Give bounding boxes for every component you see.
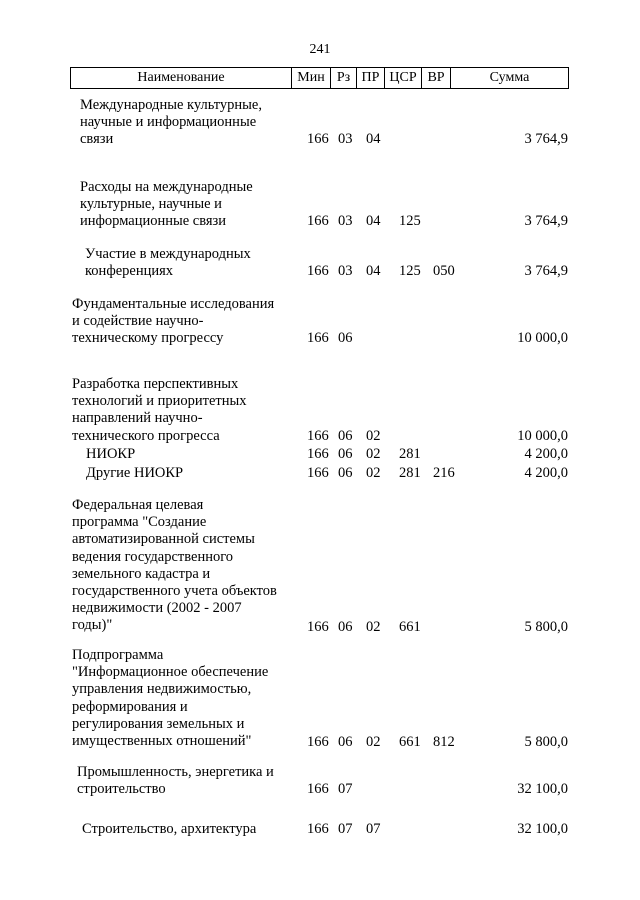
row-pr: 02	[366, 428, 381, 444]
row-rz: 06	[338, 330, 353, 346]
row-pr: 02	[366, 446, 381, 462]
row-sum: 10 000,0	[517, 330, 568, 346]
row-min: 166	[307, 619, 329, 635]
row-min: 166	[307, 821, 329, 837]
row-min: 166	[307, 446, 329, 462]
row-min: 166	[307, 131, 329, 147]
row-vr: 216	[433, 465, 455, 481]
row-sum: 32 100,0	[517, 781, 568, 797]
header-csr: ЦСР	[385, 68, 422, 89]
row-sum: 5 800,0	[524, 619, 568, 635]
row-rz: 03	[338, 263, 353, 279]
row-name: Участие в международных конференциях	[85, 246, 251, 280]
header-min: Мин	[292, 68, 331, 89]
row-pr: 02	[366, 734, 381, 750]
row-name: Расходы на международные культурные, научные и информационные связи	[80, 179, 253, 230]
row-name: Федеральная целевая программа "Создание автоматизированной системы ведения государственного земельного кадастра и государственного учета объектов недвижимости (2002 - 2007 годы)"	[72, 497, 277, 634]
row-rz: 06	[338, 465, 353, 481]
row-pr: 02	[366, 465, 381, 481]
row-name: Подпрограмма "Информационное обеспечение управления недвижимостью, реформирования и регулирования земельных и имущественных отношений"	[72, 647, 269, 750]
row-rz: 03	[338, 131, 353, 147]
row-min: 166	[307, 330, 329, 346]
row-sum: 3 764,9	[524, 213, 568, 229]
page-number: 241	[309, 42, 331, 57]
row-name: Промышленность, энергетика и строительство	[77, 764, 274, 798]
row-rz: 06	[338, 734, 353, 750]
row-name: Фундаментальные исследования и содействие научно- техническому прогрессу	[72, 296, 275, 347]
header-name: Наименование	[71, 68, 292, 89]
header-rz: Рз	[331, 68, 357, 89]
row-csr: 125	[399, 213, 421, 229]
row-csr: 661	[399, 619, 421, 635]
row-sum: 4 200,0	[524, 465, 568, 481]
row-rz: 07	[338, 781, 353, 797]
row-vr: 812	[433, 734, 455, 750]
row-rz: 06	[338, 428, 353, 444]
row-rz: 03	[338, 213, 353, 229]
table-header	[70, 67, 569, 89]
row-sum: 3 764,9	[524, 263, 568, 279]
row-csr: 661	[399, 734, 421, 750]
row-rz: 06	[338, 446, 353, 462]
row-pr: 04	[366, 213, 381, 229]
header-sum: Сумма	[451, 68, 569, 89]
row-min: 166	[307, 213, 329, 229]
row-sum: 3 764,9	[524, 131, 568, 147]
row-name: НИОКР	[86, 446, 136, 462]
row-sum: 4 200,0	[524, 446, 568, 462]
row-vr: 050	[433, 263, 455, 279]
row-rz: 07	[338, 821, 353, 837]
row-csr: 125	[399, 263, 421, 279]
row-name: Строительство, архитектура	[82, 821, 257, 837]
header-pr: ПР	[357, 68, 385, 89]
row-min: 166	[307, 465, 329, 481]
row-rz: 06	[338, 619, 353, 635]
row-min: 166	[307, 734, 329, 750]
row-pr: 07	[366, 821, 381, 837]
row-csr: 281	[399, 446, 421, 462]
row-pr: 04	[366, 263, 381, 279]
row-csr: 281	[399, 465, 421, 481]
header-vr: ВР	[422, 68, 451, 89]
row-sum: 32 100,0	[517, 821, 568, 837]
row-name: Международные культурные, научные и информационные связи	[80, 97, 262, 148]
row-sum: 5 800,0	[524, 734, 568, 750]
row-name: Другие НИОКР	[86, 465, 184, 481]
row-pr: 04	[366, 131, 381, 147]
row-min: 166	[307, 781, 329, 797]
row-sum: 10 000,0	[517, 428, 568, 444]
row-min: 166	[307, 428, 329, 444]
row-name: Разработка перспективных технологий и приоритетных направлений научно- технического прогресса	[72, 376, 247, 444]
row-min: 166	[307, 263, 329, 279]
row-pr: 02	[366, 619, 381, 635]
